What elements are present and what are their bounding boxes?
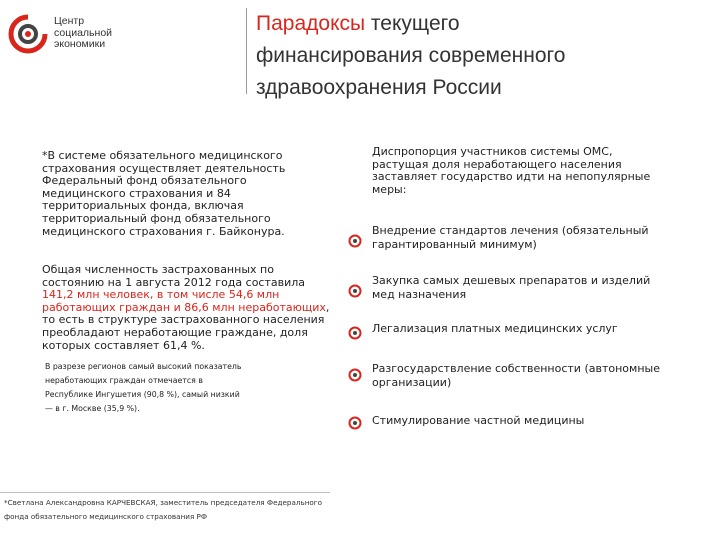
footnote-divider bbox=[0, 492, 330, 493]
title-line-2: финансирования современного bbox=[256, 44, 566, 67]
right-column bbox=[372, 145, 672, 427]
measure-item bbox=[372, 362, 672, 389]
target-bullet-icon bbox=[348, 234, 362, 248]
logo-mark-icon bbox=[6, 12, 50, 56]
measure-text: Разгосударствление собственности (автономные организации) bbox=[372, 362, 660, 389]
measure-item bbox=[372, 322, 672, 336]
title-line-3: здравоохранения России bbox=[256, 76, 502, 99]
page-title bbox=[256, 8, 696, 104]
logo-line-3: экономики bbox=[54, 38, 106, 50]
title-divider bbox=[246, 8, 247, 94]
target-bullet-icon bbox=[348, 416, 362, 430]
insured-statistics bbox=[42, 264, 332, 352]
insured-statistics-intro: Общая численность застрахованных по состоянию на 1 августа 2012 года составила bbox=[42, 263, 306, 289]
logo-line-2: социальной bbox=[54, 26, 113, 39]
target-bullet-icon bbox=[348, 284, 362, 298]
title-line-1: текущего bbox=[365, 12, 460, 35]
logo-line-1: Центр bbox=[54, 15, 85, 27]
left-column bbox=[42, 150, 332, 416]
measures-intro: Диспропорция участников системы ОМС, растущая доля неработающего населения заставляет государство идти на непопулярные меры: bbox=[372, 145, 651, 196]
measure-item bbox=[372, 224, 672, 251]
target-bullet-icon bbox=[348, 326, 362, 340]
measure-text: Стимулирование частной медицины bbox=[372, 414, 585, 427]
insured-statistics-conclusion: , то есть в структуре застрахованного населения преобладают неработающие граждане, доля которых составляет 61,4 %. bbox=[42, 300, 330, 352]
target-bullet-icon bbox=[348, 368, 362, 382]
measure-item bbox=[372, 274, 672, 301]
measure-item bbox=[372, 414, 672, 428]
logo bbox=[6, 8, 136, 68]
measure-text: Внедрение стандартов лечения (обязательный гарантированный минимум) bbox=[372, 224, 649, 251]
measure-text: Закупка самых дешевых препаратов и изделий мед назначения bbox=[372, 274, 651, 301]
footnote: *Светлана Александровна КАРЧЕВСКАЯ, заместитель председателя Федерального фонда обязательного медицинского страхования РФ bbox=[4, 498, 322, 521]
regional-note: В разрезе регионов самый высокий показатель неработающих граждан отмечается в Республике Ингушетия (90,8 %), самый низкий — в г. Москве (35,9 %). bbox=[45, 362, 242, 414]
logo-text bbox=[54, 16, 112, 51]
insured-statistics-highlight: 141,2 млн человек, в том числе 54,6 млн работающих граждан и 86,6 млн неработающих bbox=[42, 288, 326, 314]
measure-text: Легализация платных медицинских услуг bbox=[372, 322, 618, 335]
title-highlight: Парадоксы bbox=[256, 12, 366, 35]
system-description: *В системе обязательного медицинского страхования осуществляет деятельность Федеральный фонд обязательного медицинского страхования и 84 территориальных фонда, включая территориальный фонд обязательного медицинского страхования г. Байконура. bbox=[42, 149, 286, 238]
